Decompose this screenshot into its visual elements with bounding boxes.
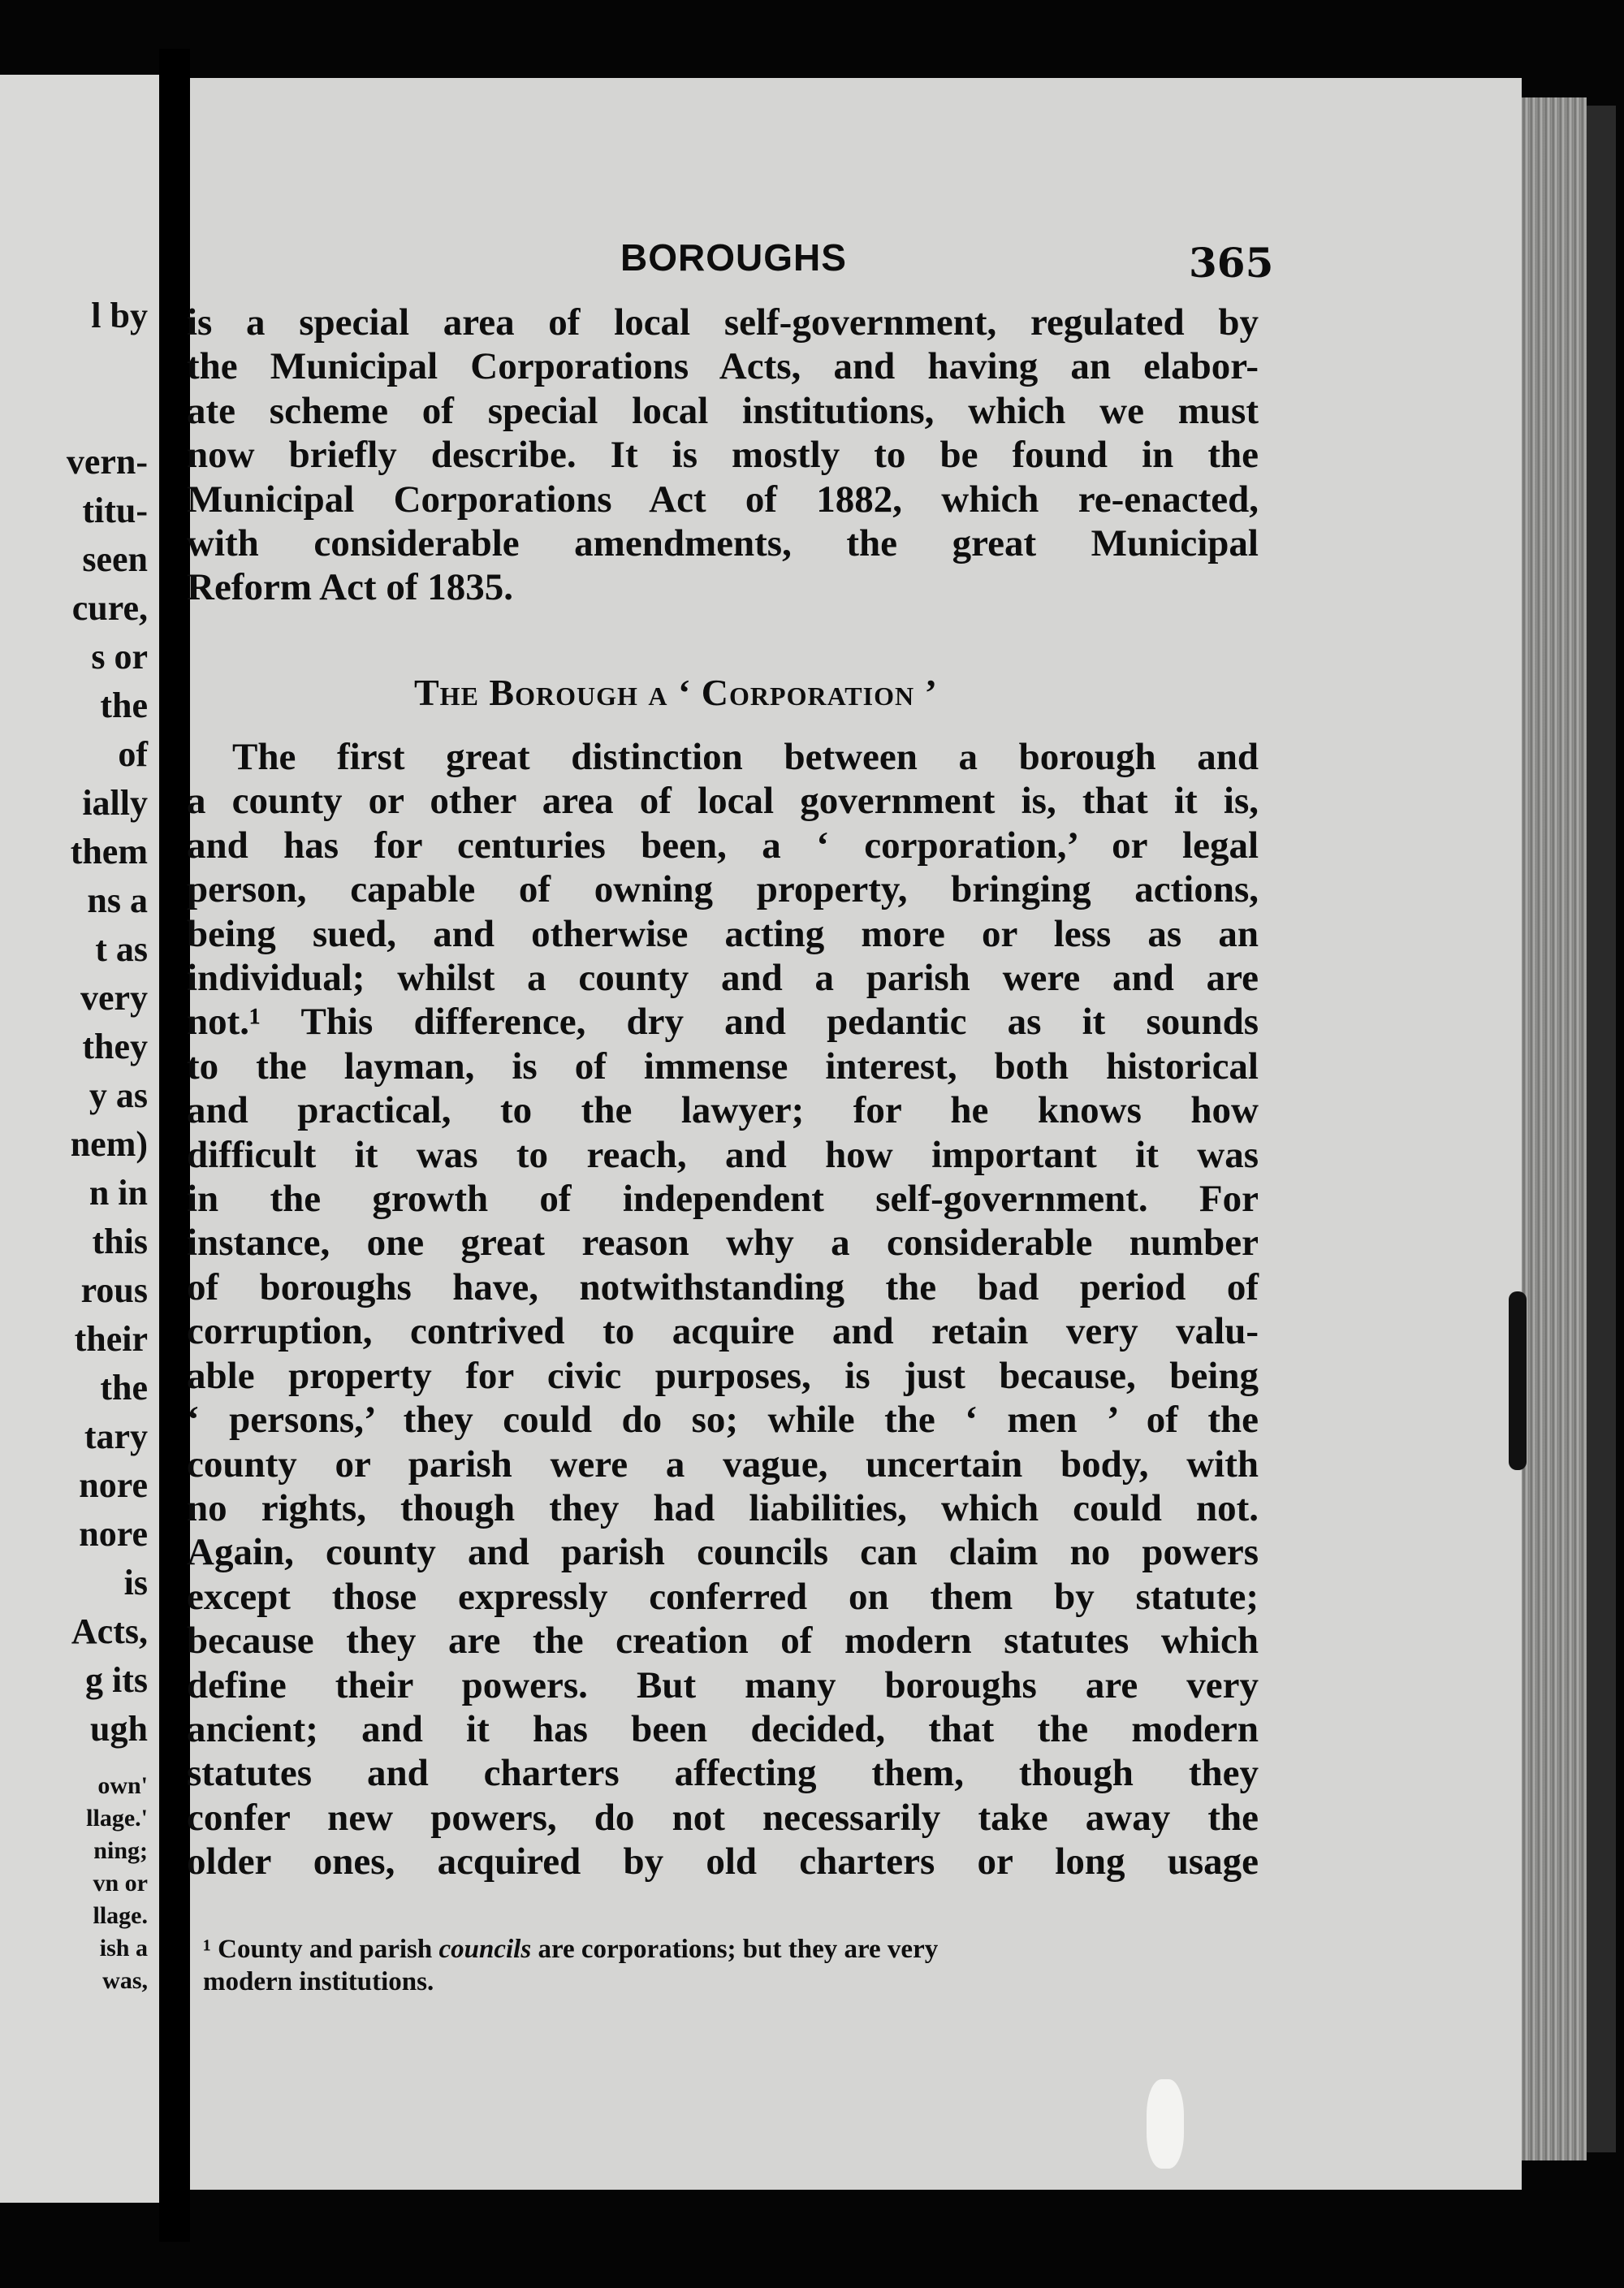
text-line: confer new powers, do not necessarily take away the — [187, 1796, 1259, 1839]
fragment-footnote-line: llage.' — [86, 1805, 148, 1832]
section-heading: The Borough a ‘ Corporation ’ — [414, 672, 938, 713]
fragment-footnote-line: ning; — [93, 1837, 148, 1864]
page-edges — [1522, 97, 1587, 2160]
paragraph-2 — [187, 735, 1259, 1884]
text-line: Reform Act of 1835. — [187, 566, 513, 609]
fragment-line: nore — [79, 1514, 148, 1554]
text-line: now briefly describe. It is mostly to be found in the — [187, 434, 1259, 477]
footnote — [203, 1933, 1218, 1998]
text-line: county or parish were a vague, uncertain body, with — [187, 1442, 1259, 1486]
fragment-line: they — [82, 1027, 148, 1066]
text-line: ancient; and it has been decided, that the modern — [187, 1707, 1259, 1750]
text-line: instance, one great reason why a considerable number — [187, 1222, 1259, 1265]
text-line: older ones, acquired by old charters or long usage — [187, 1840, 1259, 1884]
fragment-line: cure, — [71, 588, 148, 628]
text-line: difficult it was to reach, and how important it was — [187, 1133, 1259, 1176]
text-line: The first great distinction between a borough and — [232, 736, 1259, 778]
fragment-line: the — [100, 1368, 148, 1408]
footnote-text-start: County and parish — [218, 1935, 439, 1964]
text-line: able property for civic purposes, is just because, being — [187, 1354, 1259, 1397]
text-line: Municipal Corporations Act of 1882, which re-enacted, — [187, 478, 1259, 521]
text-line: statutes and charters affecting them, though they — [187, 1752, 1259, 1795]
fragment-line: vern- — [66, 442, 148, 482]
fragment-line: titu- — [82, 491, 148, 530]
fragment-footnote-line: llage. — [93, 1902, 148, 1929]
running-head-title: BOROUGHS — [620, 236, 847, 279]
fragment-line: ns a — [87, 880, 148, 920]
running-header — [190, 236, 1522, 292]
fragment-line: g its — [85, 1660, 148, 1700]
previous-page-fragment — [0, 75, 159, 2203]
text-line: because they are the creation of modern statutes which — [187, 1620, 1259, 1663]
fragment-footnote-line: was, — [102, 1967, 148, 1994]
fragment-line: Acts, — [71, 1611, 148, 1651]
fragment-line: s or — [91, 637, 148, 677]
fragment-footnote-line: own' — [97, 1772, 148, 1799]
text-line: being sued, and otherwise acting more or less as an — [187, 912, 1259, 955]
fragment-line: rous — [80, 1270, 148, 1310]
fragment-footnote-line: vn or — [93, 1870, 148, 1897]
text-line: with considerable amendments, the great Municipal — [187, 522, 1259, 565]
footnote-line-2: modern institutions. — [203, 1967, 434, 1996]
fragment-line: n in — [89, 1173, 148, 1213]
fragment-line: this — [92, 1222, 148, 1261]
fragment-line: them — [70, 832, 148, 872]
fragment-line: ugh — [90, 1709, 148, 1749]
text-line: to the layman, is of immense interest, both historical — [187, 1045, 1259, 1088]
fragment-line: y as — [89, 1075, 148, 1115]
text-line: Again, county and parish councils can claim no powers — [187, 1531, 1259, 1574]
text-line: ‘ persons,’ they could do so; while the ‘ men ’ of the — [187, 1399, 1259, 1442]
text-line: in the growth of independent self-government. For — [187, 1178, 1259, 1221]
fragment-footnote-line: ish a — [99, 1935, 148, 1961]
text-line: a county or other area of local government is, that it is, — [187, 780, 1259, 823]
fragment-line: l by — [91, 296, 148, 335]
text-line: and has for centuries been, a ‘ corporation,’ or legal — [187, 824, 1259, 867]
fragment-line: nem) — [70, 1124, 148, 1164]
text-line: ate scheme of special local institutions, which we must — [187, 389, 1259, 432]
footnote-marker: ¹ — [203, 1935, 211, 1964]
book-cover-edge — [1587, 106, 1616, 2152]
fragment-line: nore — [79, 1465, 148, 1505]
page-number: 365 — [1189, 239, 1274, 287]
text-line: not.¹ This difference, dry and pedantic as it sounds — [187, 1001, 1259, 1044]
footnote-text-end: are corporations; but they are very — [531, 1935, 939, 1964]
fragment-line: seen — [82, 539, 148, 579]
text-line: except those expressly conferred on them by statute; — [187, 1575, 1259, 1618]
fragment-line: the — [100, 686, 148, 725]
text-line: the Municipal Corporations Acts, and having an elabor- — [187, 345, 1259, 388]
paper-smudge — [1147, 2079, 1184, 2169]
fragment-line: their — [74, 1319, 148, 1359]
fragment-line: tary — [84, 1416, 148, 1456]
text-line: corruption, contrived to acquire and retain very valu- — [187, 1310, 1259, 1353]
text-line: and practical, to the lawyer; for he knows how — [187, 1089, 1259, 1132]
text-line: of boroughs have, notwithstanding the bad period of — [187, 1265, 1259, 1308]
text-line: define their powers. But many boroughs are very — [187, 1663, 1259, 1706]
text-line: is a special area of local self-government, regulated by — [187, 301, 1259, 344]
footnote-italic-word: councils — [438, 1935, 532, 1964]
paragraph-1 — [187, 301, 1259, 610]
fragment-line: very — [80, 978, 148, 1018]
text-line: no rights, though they had liabilities, which could not. — [187, 1486, 1259, 1529]
fragment-line: ially — [82, 783, 148, 823]
text-line: person, capable of owning property, bringing actions, — [187, 868, 1259, 911]
fragment-line: is — [123, 1563, 148, 1602]
page-edge-mark — [1509, 1291, 1527, 1470]
fragment-line: of — [118, 734, 148, 774]
text-line: individual; whilst a county and a parish were and are — [187, 957, 1259, 1000]
book-gutter — [159, 49, 190, 2242]
fragment-line: t as — [95, 929, 148, 969]
